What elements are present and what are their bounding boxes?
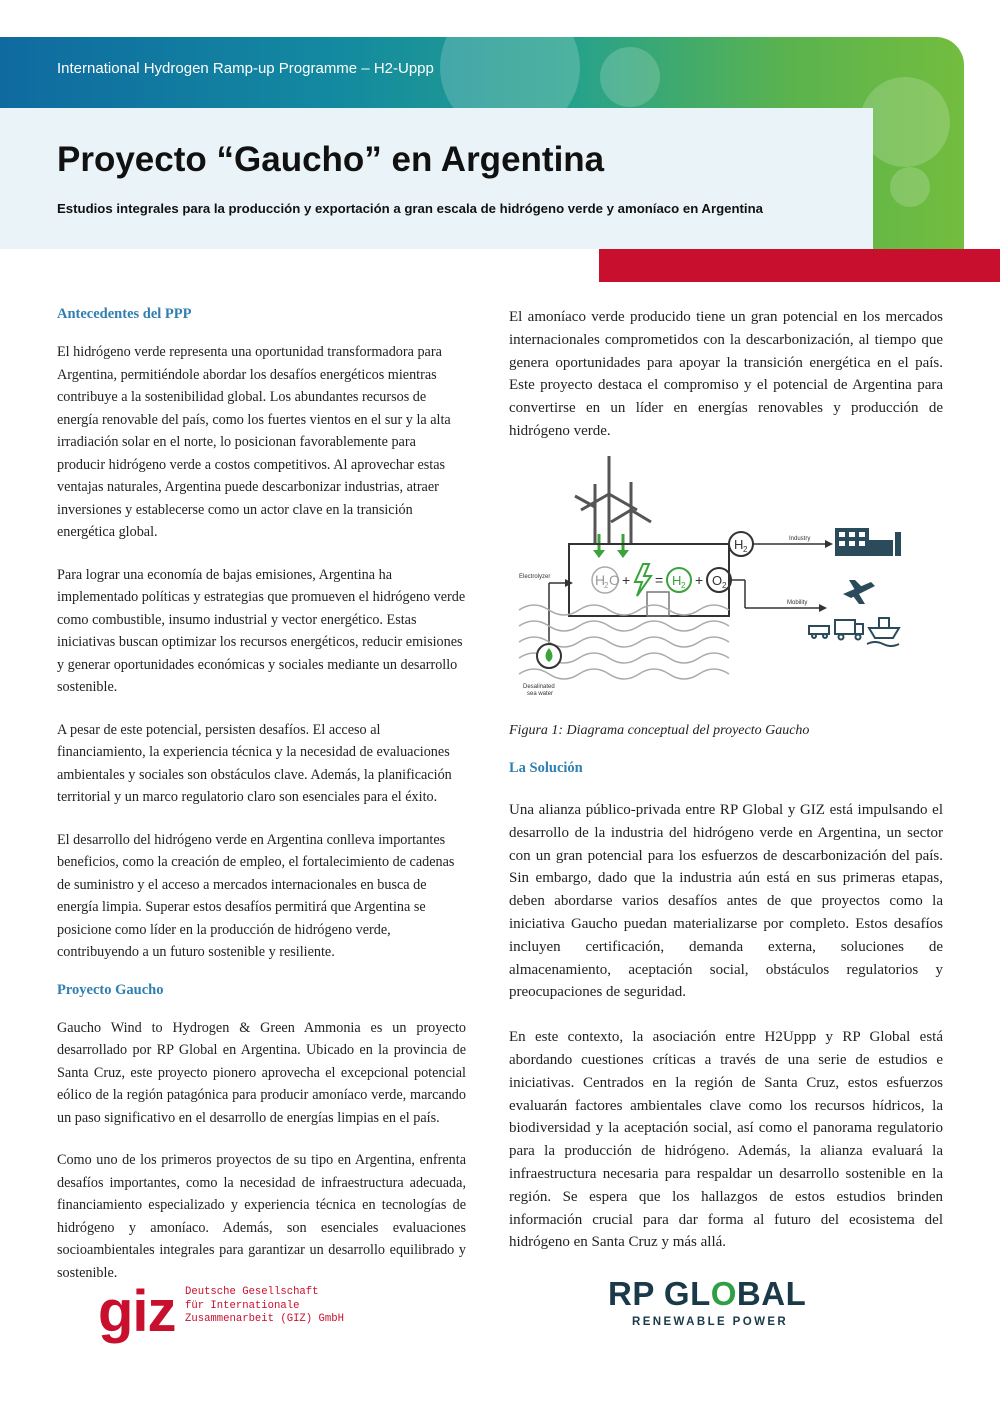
factory-icon [835, 528, 901, 556]
section-heading-proyecto: Proyecto Gaucho [57, 981, 164, 998]
paragraph: En este contexto, la asociación entre H2Uppp y RP Global está abordando cuestiones críticas a través de una serie de estudios e iniciativas. Centrados en la región de Santa Cruz, estos esfuerzos evaluarán factores ambientales clave como los recursos hídricos, la biodiversidad y la aceptación social, así como el panorama regulatorio para la producción de hidrógeno. Además, la alianza evaluará la infraestructura necesaria para respaldar un desarrollo sostenible en la región. Se espera que los hallazgos de estos estudios brinden información crucial para dar forma al futuro del ecosistema del hidrógeno en Santa Cruz y más allá. [509, 1029, 943, 1251]
green-arrow-icon [593, 534, 629, 558]
svg-text:2: 2 [743, 545, 748, 554]
mobility-label: Mobility [787, 600, 808, 606]
hydrogen-symbol: H [672, 573, 682, 588]
giz-name: Deutsche Gesellschaft für Internationale Zusammenarbeit (GIZ) GmbH [185, 1286, 344, 1325]
paragraph: Gaucho Wind to Hydrogen & Green Ammonia es un proyecto desarrollado por RP Global en Argentina. Ubicado en la provincia de Santa Cruz, este proyecto pionero aprovecha el excepcional potencial eólico de la región patagónica para producir amoníaco verde, marcando un paso significativo en el desarrollo de energías limpias en el país. [57, 1019, 466, 1126]
red-accent-bar [599, 249, 1000, 282]
page-title: Proyecto “Gaucho” en Argentina [57, 140, 605, 179]
svg-text:2: 2 [722, 581, 727, 590]
seawater-label: Desalinated [523, 684, 555, 690]
svg-text:2: 2 [604, 581, 609, 590]
plant-icon [647, 592, 669, 616]
giz-logo: giz [98, 1279, 176, 1344]
oxygen-symbol: O [712, 573, 723, 588]
svg-text:O: O [609, 572, 620, 588]
rp-global-logo: RP GLOBAL [608, 1275, 807, 1312]
industry-label: Industry [789, 536, 811, 542]
paragraph: A pesar de este potencial, persisten desafíos. El acceso al financiamiento, la experiencia técnica y la necesidad de evaluaciones ambientales y sociales son obstáculos clave. Además, la planificación territorial y un marco regulatorio claro son esenciales para el éxito. [57, 721, 452, 805]
section-heading-antecedentes: Antecedentes del PPP [57, 306, 192, 322]
section-heading-solucion: La Solución [509, 760, 583, 776]
right-column [509, 306, 943, 443]
concept-diagram [509, 452, 909, 712]
svg-text:=: = [655, 572, 664, 588]
paragraph: El desarrollo del hidrógeno verde en Argentina conlleva importantes beneficios, como la creación de empleo, el fortalecimiento de cadenas de suministro y el acceso a mercados internacionales en busca de energía limpia. Superar estos desafíos permitirá que Argentina se posicione como líder en la producción de hidrógeno verde, contribuyendo a un futuro sostenible y resiliente. [57, 831, 455, 960]
ship-icon [867, 618, 899, 646]
electrolyzer-label: Electrolyzer [519, 574, 551, 580]
paragraph: Una alianza público-privada entre RP Global y GIZ está impulsando el desarrollo de la industria del hidrógeno verde en Argentina, un sector con un gran potencial para los esfuerzos de descarbonización del país. Sin embargo, dado que la industria aún está en sus primeras etapas, deben abordarse varios desafíos antes de que proyectos como la iniciativa Gaucho puedan materializarse por completo. Estos desafíos incluyen certificación, demanda externa, soluciones de almacenamiento, aceptación social, obstáculos regulatorios y preocupaciones de seguridad. [509, 802, 943, 1001]
svg-text:+: + [622, 572, 631, 588]
plane-icon [843, 580, 875, 604]
programme-name: International Hydrogen Ramp-up Programme – H2-Uppp [57, 60, 434, 77]
svg-text:+: + [695, 572, 704, 588]
lightning-icon [635, 564, 651, 596]
left-column [57, 306, 466, 1284]
car-icon [809, 626, 829, 638]
paragraph: El hidrógeno verde representa una oportunidad transformadora para Argentina, permitiéndole abordar los desafíos energéticos mientras contribuye a la sostenibilidad global. Los abundantes recursos de energía renovable del país, como los fuertes vientos en el sur y la alta irradiación solar en el norte, lo posicionan favorablemente para producir hidrógeno verde a costos competitivos. Al aprovechar estas ventajas naturales, Argentina puede descarbonizar industrias, atraer inversiones y establecerse como un actor clave en la transición energética global. [57, 344, 451, 540]
paragraph: Como uno de los primeros proyectos de su tipo en Argentina, enfrenta desafíos importantes, como la necesidad de infraestructura adecuada, financiamiento especializado y experiencia técnica en tecnologías de hidrógeno y amoníaco. Además, son esenciales evaluaciones socioambientales integrales para garantizar un desarrollo equilibrado y sostenible. [57, 1152, 466, 1281]
svg-text:sea water: sea water [527, 691, 554, 697]
figure-caption: Figura 1: Diagrama conceptual del proyecto Gaucho [509, 723, 810, 738]
paragraph: El amoníaco verde producido tiene un gran potencial en los mercados internacionales comprometidos con la descarbonización, al tiempo que genera oportunidades para apoyar la transición energética en el país. Este proyecto destaca el compromiso y el potencial de Argentina para convertirse en un líder en energías renovables y producción de hidrógeno verde. [509, 309, 943, 439]
svg-text:H: H [734, 537, 744, 552]
rp-global-tagline: RENEWABLE POWER [632, 1316, 789, 1328]
paragraph: Para lograr una economía de bajas emisiones, Argentina ha implementado políticas y estrategias que promueven el hidrógeno verde como combustible, insumo industrial y vector energético. Estas iniciativas buscan optimizar los recursos energéticos, reducir emisiones y generar oportunidades económicas y sociales mediante un desarrollo sostenible. [57, 566, 466, 695]
truck-icon [835, 620, 863, 640]
svg-text:2: 2 [681, 581, 686, 590]
wind-turbine-icon [575, 456, 651, 544]
water-symbol: H [595, 572, 606, 588]
page-subtitle: Estudios integrales para la producción y exportación a gran escala de hidrógeno verde y amoníaco en Argentina [57, 201, 763, 216]
right-column-lower [509, 760, 943, 1254]
